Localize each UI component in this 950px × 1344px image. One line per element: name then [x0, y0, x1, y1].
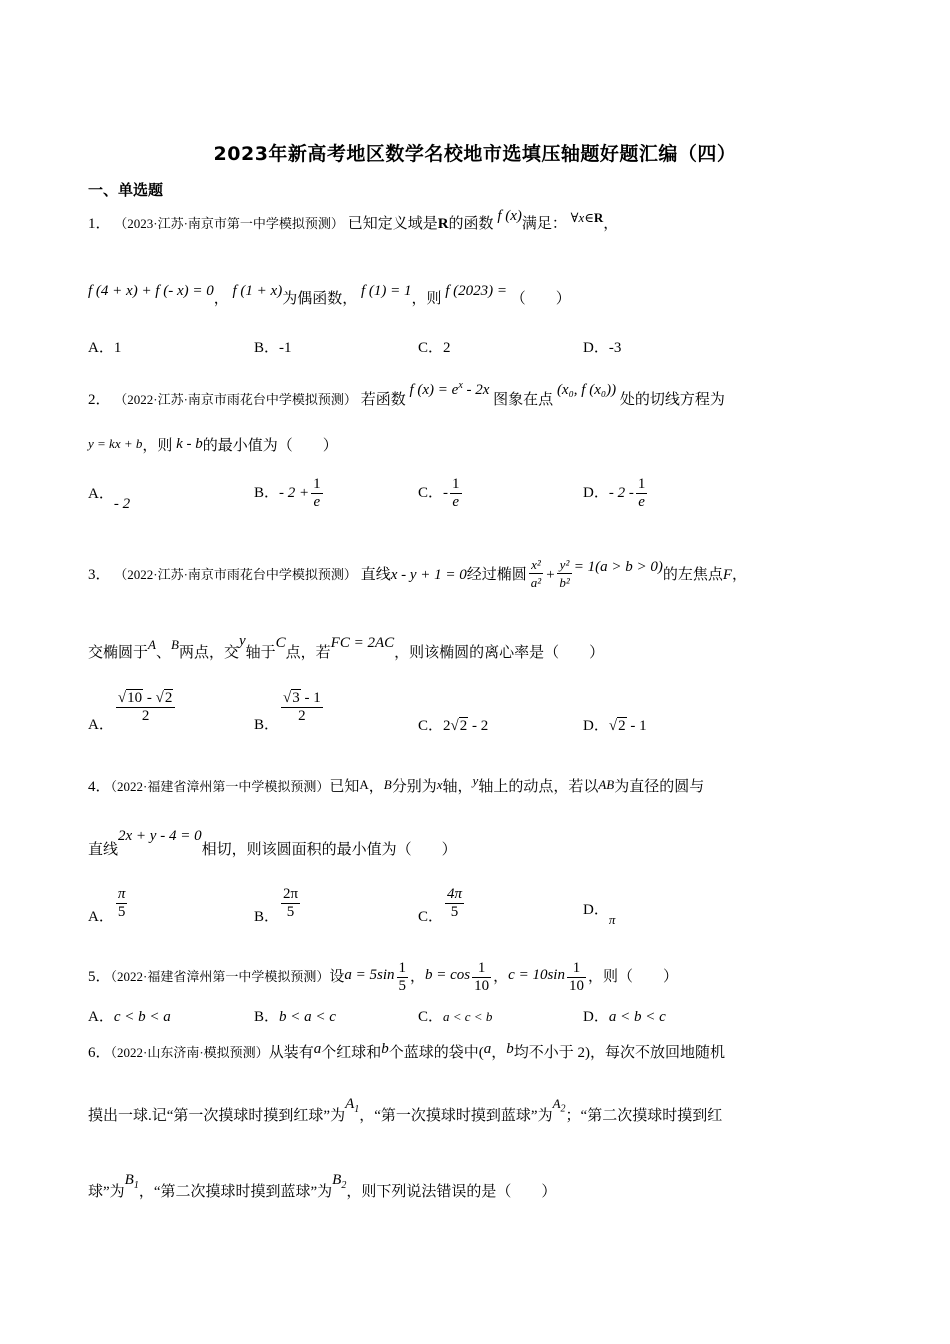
math-expression: f (x): [497, 208, 522, 224]
question-text: 满足：: [521, 216, 567, 232]
option-d: D．-3: [583, 340, 622, 356]
question-4-line-2: 直线2x + y - 4 = 0相切，则该圆面积的最小值为（ ）: [88, 828, 457, 858]
question-number: 3．: [88, 567, 111, 583]
math-expression: f (4 + x) + f (- x) = 0: [88, 283, 214, 299]
math-expression: k - b: [176, 436, 203, 452]
question-source: （2022·山东济南·模拟预测）: [110, 1045, 269, 1060]
math-expression: x - y + 1 = 0: [390, 567, 467, 583]
option-c: C．2: [418, 340, 451, 356]
math-bold: R: [437, 216, 449, 232]
option-a: A． $\frac{\pi}{5}$: [88, 886, 126, 925]
option-c: C．a < c < b: [418, 1009, 493, 1025]
question-text: 直线: [360, 567, 391, 583]
question-3-line-1: 3． （2022·江苏·南京市雨花台中学模拟预测） 直线x - y + 1 = 0经过椭圆 $\frac{\text{x²}}{\text{a²}}$ + $\frac{\text{y²}}{\text{b²}}$ = 1(a > b > 0)的左焦点F，: [88, 557, 748, 590]
question-source: （2022·江苏·南京市雨花台中学模拟预测）: [114, 567, 357, 582]
question-text: 图象在点: [493, 392, 554, 408]
math-expression: f (1 + x): [232, 283, 283, 299]
question-source: （2022·福建省漳州第一中学模拟预测）: [110, 779, 330, 794]
option-b: B．b < a < c: [254, 1009, 336, 1025]
question-number: 1．: [88, 216, 111, 232]
question-text: 若函数: [360, 392, 406, 408]
option-b: B．-1: [254, 340, 292, 356]
question-2-line-1: [88, 380, 725, 410]
math-expression: y = kx + b: [88, 436, 143, 451]
option-a: A．1: [88, 340, 122, 356]
option-a: A．c < b < a: [88, 1009, 171, 1025]
question-text: ，则: [411, 291, 442, 307]
page-title: 2023年新高考地区数学名校地市选填压轴题好题汇编（四）: [213, 143, 737, 165]
question-text: 经过椭圆: [466, 567, 527, 583]
question-1-line-1: [88, 208, 619, 234]
question-4-line-1: 4．（2022·福建省漳州第一中学模拟预测）已知A，B分别为x轴，y轴上的动点，若以AB为直径的圆与: [88, 773, 705, 795]
option-d: D．- 2 - $\frac{1}{e}$: [583, 476, 646, 510]
question-5-line-1: 5．（2022·福建省漳州第一中学模拟预测）设a = 5sin $\frac{1}{5}$ ，b = cos $\frac{1}{10}$ ，c = 10sin $\frac{1}{10}$ ，则（ ）: [88, 960, 678, 994]
math-expression: (x₀, f (x₀)): [556, 382, 617, 398]
option-a: A．- 2: [88, 486, 131, 512]
question-6-line-3: 球”为$B_1$，“第二次摸球时摸到蓝球”为$B_2$，则下列说法错误的是（ ）: [88, 1172, 557, 1200]
question-source: （2023·江苏·南京市第一中学模拟预测）: [114, 216, 344, 231]
option-d: D．π: [583, 902, 616, 927]
math-expression: ∀x∈: [570, 210, 594, 225]
question-text: 为偶函数，: [282, 291, 358, 307]
math-expression: f (1) = 1: [360, 283, 412, 299]
question-text: 的函数: [448, 216, 494, 232]
option-d: D．a < b < c: [583, 1009, 666, 1025]
option-c: C．2√2 - 2: [418, 718, 489, 734]
option-b: B． $\frac{√3 - 1}{2}$: [254, 690, 321, 733]
question-1-line-2: f (4 + x) + f (- x) = 0， f (1 + x)为偶函数， f (1) = 1，则 f (2023) = （ ）: [88, 283, 571, 307]
question-2-line-2: [88, 436, 338, 456]
question-source: （2022·江苏·南京市雨花台中学模拟预测）: [114, 392, 357, 407]
question-text: 的左焦点: [662, 567, 723, 583]
math-bold: R: [593, 210, 604, 225]
question-text: ，: [603, 216, 619, 232]
question-text: 处的切线方程为: [619, 392, 725, 408]
option-a: A． $\frac{√10 - √2}{2}$: [88, 690, 177, 735]
question-3-line-2: 交椭圆于A、B两点，交y轴于C点，若FC = 2AC，则该椭圆的离心率是（ ）: [88, 633, 605, 661]
math-expression: f $(x) = e^x - 2x$: [409, 380, 490, 398]
option-d: D．√2 - 1: [583, 718, 647, 734]
question-text: 已知定义域是: [347, 216, 438, 232]
section-heading: 一、单选题: [88, 181, 164, 199]
option-c: C．- $\frac{1}{e}$: [418, 476, 460, 510]
option-c: C． $\frac{4\pi}{5}$: [418, 886, 463, 925]
question-source: （2022·福建省漳州第一中学模拟预测）: [110, 968, 330, 984]
option-b: B．- 2 + $\frac{1}{e}$: [254, 476, 321, 510]
option-b: B． $\frac{2\pi}{5}$: [254, 886, 299, 925]
question-text: ，则: [142, 438, 173, 454]
math-expression: f (2023) =: [445, 283, 508, 299]
question-6-line-2: 摸出一球.记“第一次摸球时摸到红球”为$A_1$，“第一次摸球时摸到蓝球”为$A_2$；“第二次摸球时摸到红: [88, 1096, 723, 1124]
answer-paren: （ ）: [510, 291, 571, 307]
question-text: 的最小值为（ ）: [202, 438, 338, 454]
question-number: 2．: [88, 392, 111, 408]
question-6-line-1: 6．（2022·山东济南·模拟预测）从装有a个红球和b个蓝球的袋中(a，b均不小于 2)，每次不放回地随机: [88, 1041, 725, 1061]
